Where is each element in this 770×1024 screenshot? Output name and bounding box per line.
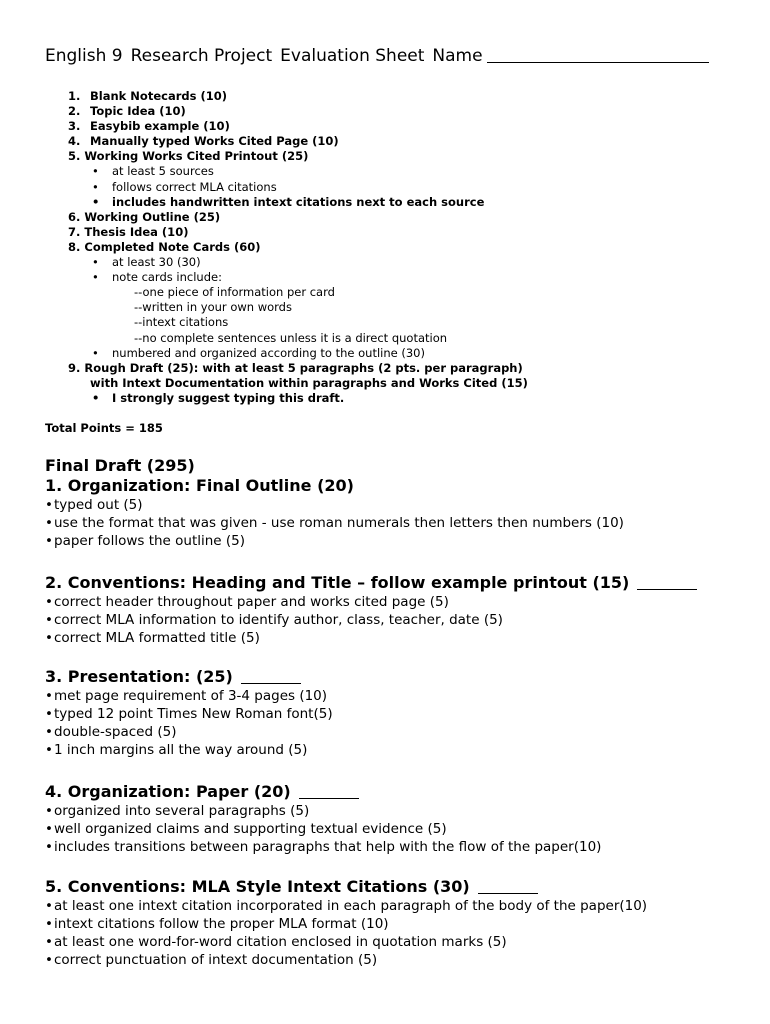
final-draft-section [45,456,624,550]
score-blank-line [299,783,359,799]
section-title: 4. Organization: Paper (20) [45,782,601,802]
list-item: •organized into several paragraphs (5) [45,803,310,819]
list-item: with Intext Documentation within paragraphs and Works Cited (15) [90,375,528,390]
list-item: --intext citations [134,315,229,330]
list-item: • follows correct MLA citations [92,179,277,194]
project-name: Research Project [130,46,273,66]
list-item: • at least 5 sources [92,164,214,179]
section-title: 1. Organization: Final Outline (20) [45,476,354,495]
list-item: •double-spaced (5) [45,724,177,740]
section-title: 2. Conventions: Heading and Title – follow example printout (15) [45,573,697,593]
list-item: • includes handwritten intext citations next to each source [92,194,485,209]
list-item: 8. Completed Note Cards (60) [68,239,261,254]
section-presentation [45,667,333,759]
list-item: •at least one word-for-word citation enclosed in quotation marks (5) [45,934,507,950]
list-item: • I strongly suggest typing this draft. [92,390,345,405]
list-item: •at least one intext citation incorporated in each paragraph of the body of the paper(10) [45,898,648,914]
course-name: English 9 [45,46,123,66]
name-blank-line [487,46,709,63]
list-item: •well organized claims and supporting textual evidence (5) [45,821,447,837]
list-item: 3. Easybib example (10) [68,119,230,134]
list-item: •correct MLA formatted title (5) [45,630,260,646]
list-item: •met page requirement of 3-4 pages (10) [45,688,328,704]
list-item: 5. Working Works Cited Printout (25) [68,149,309,164]
section-organization-paper [45,782,601,856]
list-item: •1 inch margins all the way around (5) [45,742,308,758]
total-points: Total Points = 185 [45,421,163,435]
requirements-list [68,89,528,406]
list-item: •typed 12 point Times New Roman font(5) [45,706,333,722]
list-item: • at least 30 (30) [92,255,201,270]
list-item: •typed out (5) [45,497,143,513]
list-item: •correct header throughout paper and works cited page (5) [45,594,449,610]
section-title: 3. Presentation: (25) [45,667,333,687]
section-intext-citations [45,877,647,969]
score-blank-line [637,574,697,590]
sheet-name: Evaluation Sheet [280,46,425,66]
list-item: •intext citations follow the proper MLA format (10) [45,916,389,932]
list-item: 4. Manually typed Works Cited Page (10) [68,134,339,149]
list-item: 1. Blank Notecards (10) [68,89,227,103]
list-item: • numbered and organized according to the outline (30) [92,345,425,360]
list-item: 9. Rough Draft (25): with at least 5 paragraphs (2 pts. per paragraph) [68,360,523,375]
list-item: 2. Topic Idea (10) [68,104,186,119]
list-item: • note cards include: [92,270,222,285]
list-item: --written in your own words [134,300,292,315]
list-item: 7. Thesis Idea (10) [68,224,189,239]
final-draft-title: Final Draft (295) [45,456,195,475]
score-blank-line [241,668,301,684]
list-item: •correct punctuation of intext documentation (5) [45,952,378,968]
list-item: --one piece of information per card [134,285,335,300]
section-conventions-heading [45,573,697,647]
list-item: •use the format that was given - use roman numerals then letters then numbers (10) [45,515,624,531]
name-label: Name [432,46,483,66]
list-item: --no complete sentences unless it is a direct quotation [134,330,448,345]
score-blank-line [478,878,538,894]
list-item: •paper follows the outline (5) [45,533,246,549]
section-title: 5. Conventions: MLA Style Intext Citations (30) [45,877,647,897]
sheet-title [45,46,709,66]
list-item: •includes transitions between paragraphs that help with the flow of the paper(10) [45,839,602,855]
list-item: 6. Working Outline (25) [68,209,221,224]
list-item: •correct MLA information to identify author, class, teacher, date (5) [45,612,503,628]
